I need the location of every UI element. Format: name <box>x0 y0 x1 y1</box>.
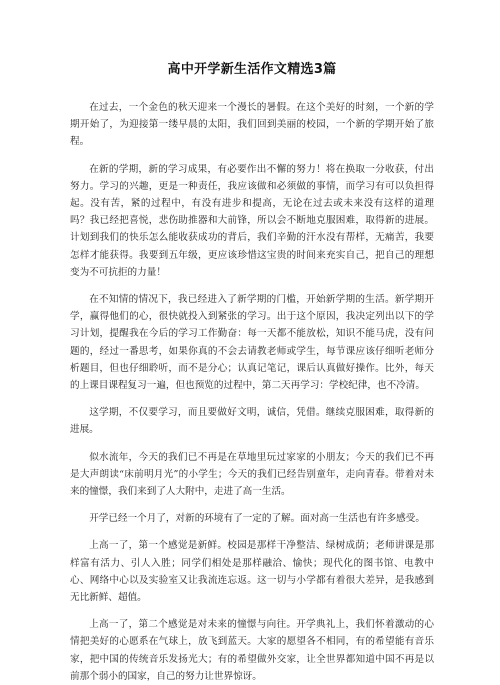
paragraph: 开学已经一个月了，对新的环境有了一定的了解。面对高一生活也有许多感受。 <box>89 513 425 525</box>
paragraph: 似水流年，今天的我们已不再是在草地里玩过家家的小朋友；今天的我们已不再是大声朗读“床前明月光”的小学生；今天的我们已经告别童年，走向青春。带着对未来的憧憬，我们来到了人大附中，走进了高一生活。 <box>70 451 434 498</box>
document-title: 高中开学新生活作文精选3篇 <box>167 62 337 77</box>
paragraph: 上高一了，第二个感觉是对未来的憧憬与向往。开学典礼上，我们怀着激动的心情把美好的心愿系在气球上，放飞到蓝天。大家的愿望各不相同，有的希望能有音乐家，把中国的传统音乐发扬光大；有的希望做外交家，让全世界都知道中国不再是以前那个弱小的国家，自己的努力让世界惊讶。 <box>70 619 434 682</box>
paragraph: 在新的学期，新的学习成果，有必要作出不懈的努力！将在换取一分收获，付出努力。学习的兴趣，更是一种责任，我应该做和必须做的事情，而学习有可以负担得起。没有苦，紧的过程中，有没有进步和提高，无论在过去或未来没有这样的道理吗？我已经把喜悦，悲伤助推器和大前锋，所以会不断地克服困难，取得新的进展。计划到我们的快乐怎么能收获成功的背后，我们辛勤的汗水没有帮样，无痛苦，我要怎样才能获得。我要到五年级，更应该珍惜这宝贵的时间来充实自己，把自己的理想变为不可抗拒的力量！ <box>70 163 434 278</box>
paragraph: 在过去，一个金色的秋天迎来一个漫长的暑假。在这个美好的时刻，一个新的学期开始了，为迎接第一缕早晨的太阳，我们回到美丽的校园，一个新的学期开始了旅程。 <box>70 102 434 148</box>
paragraph: 上高一了，第一个感觉是新鲜。校园是那样干净整洁、绿树成荫；老师讲课是那样富有活力、引人入胜；同学们相处是那样融洽、愉快；现代化的图书馆、电教中心、网络中心以及实验室又让我流连忘返。这一切与小学都有着很大差异，是我感到无比新鲜、超值。 <box>70 540 434 604</box>
paragraph: 在不知情的情况下，我已经进入了新学期的门槛，开始新学期的生活。新学期开学，赢得他们的心，很快就投入到紧张的学习。出于这个原因，我决定列出以下的学习计划，提醒我在今后的学习工作勤奋：每一天都不能放松，知识不能马虎，没有问题的，经过一番思考，如果你真的不会去请教老师或学生，每节课应该仔细听老师分析题目，但也仔细聆听，而不是分心；认真记笔记，课后认真做好操作。比外，每天的上课目课程复习一遍，但也预览的过程中，第二天再学习：学校纪律，也不冷清。 <box>70 294 434 392</box>
paragraph: 这学期，不仅要学习，而且要做好文明，诚信，凭借。继续克服困难，取得新的进展。 <box>70 407 434 436</box>
